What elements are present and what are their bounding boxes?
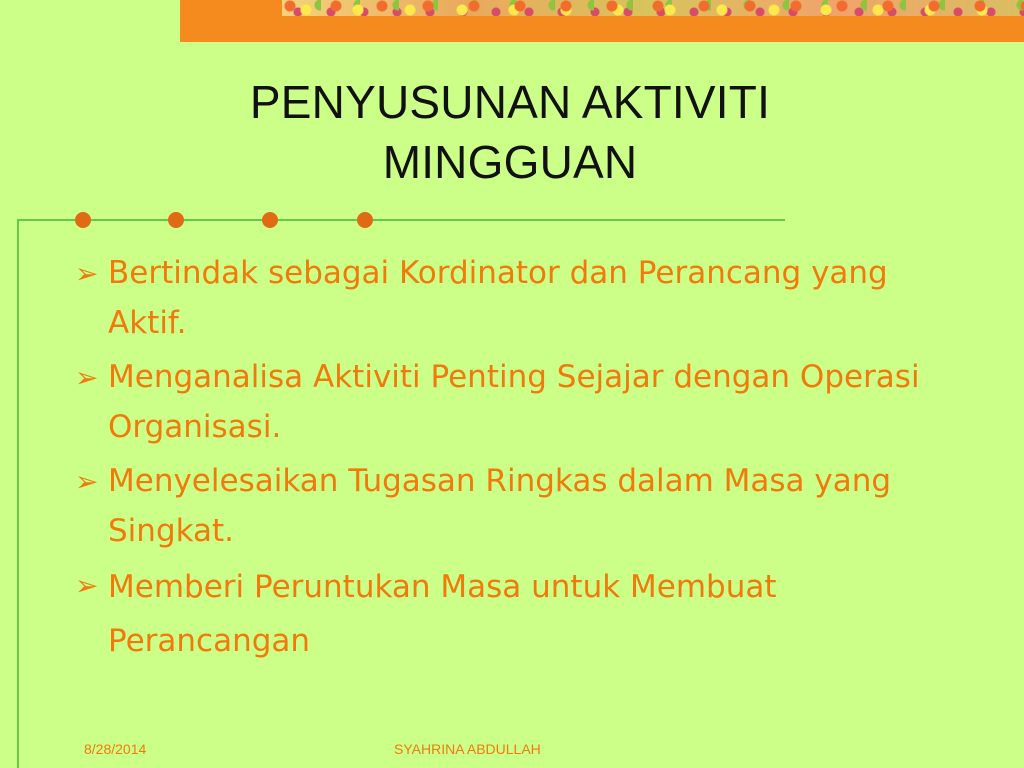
horizontal-divider <box>18 219 785 221</box>
bullet-text-4: Memberi Peruntukan Masa untuk Membuat Perancangan <box>108 569 777 659</box>
divider-dot-4 <box>357 212 373 228</box>
arrow-bullet-icon: ➢ <box>75 361 99 394</box>
bullet-item-1 <box>75 248 935 348</box>
bullet-item-3 <box>75 456 935 556</box>
slide-title <box>180 72 840 192</box>
slide-title-line-1: PENYUSUNAN AKTIVITI <box>249 76 771 128</box>
decorative-flower-strip <box>282 0 1024 16</box>
footer-author: SYAHRINA ABDULLAH <box>394 741 541 757</box>
bullet-list <box>75 248 935 672</box>
bullet-text-2: Menganalisa Aktiviti Penting Sejajar dengan Operasi Organisasi. <box>108 359 920 445</box>
divider-dot-1 <box>75 212 91 228</box>
divider-dot-2 <box>168 212 184 228</box>
bullet-item-2 <box>75 352 935 452</box>
arrow-bullet-icon: ➢ <box>75 465 99 498</box>
bullet-text-1: Bertindak sebagai Kordinator dan Perancang yang Aktif. <box>108 255 888 341</box>
slide-title-line-2: MINGGUAN <box>382 136 638 188</box>
divider-dot-3 <box>262 212 278 228</box>
vertical-divider <box>17 219 19 768</box>
footer-date: 8/28/2014 <box>84 741 147 757</box>
bullet-item-4 <box>75 560 935 668</box>
arrow-bullet-icon: ➢ <box>75 569 99 602</box>
arrow-bullet-icon: ➢ <box>75 257 99 290</box>
bullet-text-3: Menyelesaikan Tugasan Ringkas dalam Masa yang Singkat. <box>108 463 892 549</box>
